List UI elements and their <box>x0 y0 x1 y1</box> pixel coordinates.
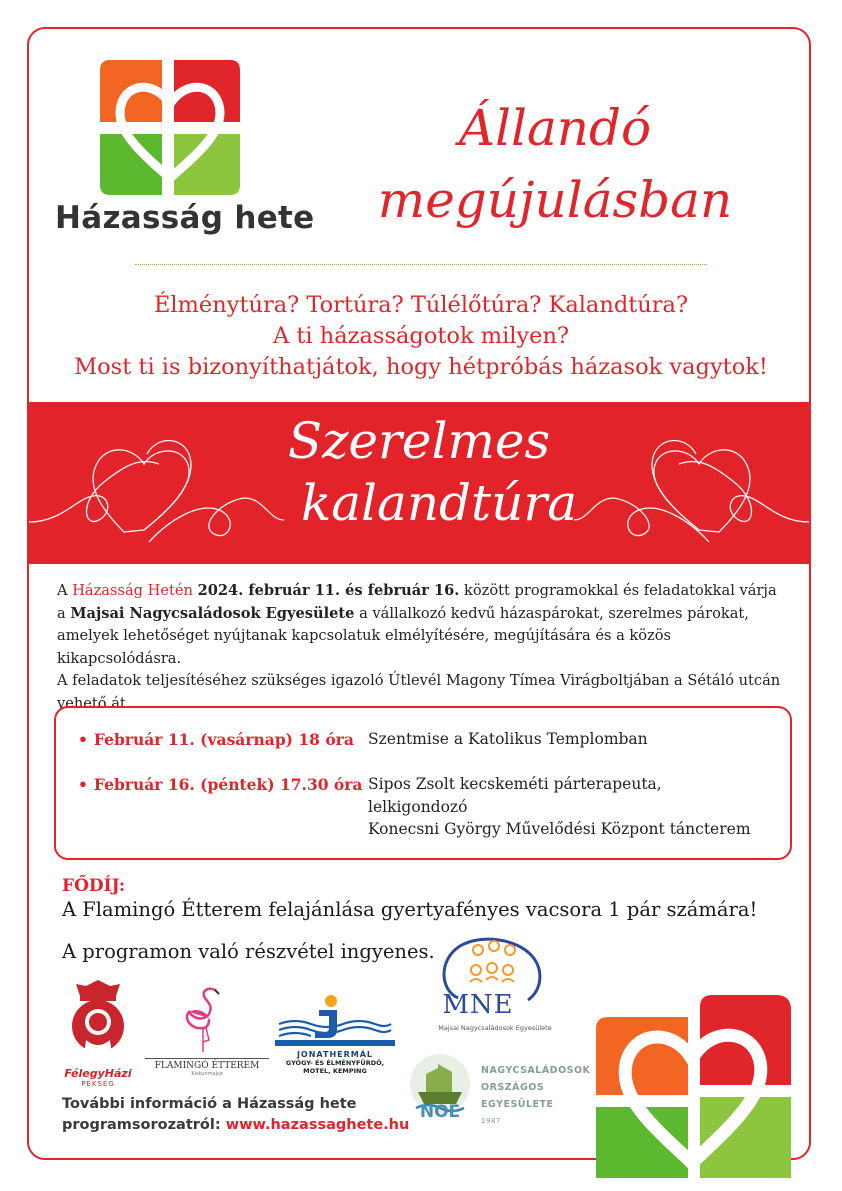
event-date-text: Február 16. (péntek) 17.30 óra <box>93 775 363 794</box>
event-desc-line: Konecsni György Művelődési Központ táncterem <box>368 820 751 838</box>
intro-dates: 2024. február 11. és február 16. <box>197 582 460 599</box>
noe-name-line: NAGYCSALÁDOSOK <box>481 1065 591 1076</box>
bullet-icon: • <box>78 730 88 749</box>
event-date <box>78 730 354 749</box>
sponsor-name: JONATHERMÁL <box>296 1050 374 1059</box>
intro-organizer: Majsai Nagycsaládosok Egyesülete <box>70 604 355 622</box>
sponsor-sub: PÉKSÉG <box>81 1080 115 1088</box>
intro-text-part: a vállalkozó kedvű házaspárokat, szerelmes párokat, amelyek lehetőséget nyújtanak kapcsolatuk elmélyítésére, megújítására és a közös kikapcsolódásra. <box>57 604 749 667</box>
question-line: Élménytúra? Tortúra? Túlélőtúra? Kalandtúra? <box>153 292 689 318</box>
bullet-icon: • <box>78 775 88 794</box>
noe-name-line: EGYESÜLETE <box>481 1099 554 1110</box>
banner-title <box>229 410 609 534</box>
divider <box>135 264 707 265</box>
sponsor-abbr: NOE <box>419 1102 461 1122</box>
hero-title <box>330 92 780 236</box>
event-desc <box>368 773 751 841</box>
banner <box>29 402 809 564</box>
event-desc-line: lelkigondozó <box>368 797 468 816</box>
event-desc-line: Szentmise a Katolikus Templomban <box>368 730 648 748</box>
intro-text-part: között programokkal és feladatokkal várja a <box>57 582 777 622</box>
logo-text: Házasság hete <box>55 200 315 236</box>
event-date-text: Február 11. (vasárnap) 18 óra <box>93 730 354 749</box>
sponsor-sub: GYÓGY- ÉS ÉLMÉNYFÜRDŐ, <box>285 1059 385 1067</box>
noe-full-name <box>481 1062 590 1130</box>
noe-name-line: ORSZÁGOS <box>481 1082 545 1093</box>
intro-text-part: A <box>57 582 73 599</box>
sponsor-name: MNE <box>442 990 514 1020</box>
banner-title-line1: Szerelmes <box>287 412 551 470</box>
sponsor-noe <box>408 1052 598 1132</box>
sponsor-sub: MOTEL, KEMPING <box>303 1067 367 1075</box>
banner-title-line2: kalandtúra <box>300 474 578 532</box>
free-participation-text: A programon való részvétel ingyenes. <box>62 940 435 963</box>
hazassag-hete-logo <box>100 60 240 195</box>
intro-event-name: Házasság Hetén <box>72 582 193 599</box>
sponsor-jonathermal <box>275 994 395 1076</box>
intro-text <box>57 580 787 715</box>
intro-passport-text: A feladatok teljesítéséhez szükséges igazoló Útlevél Magony Tímea Virágboltjában a Sétáló utcán vehető át. <box>57 672 781 712</box>
more-info-line: További információ a Házasság hete <box>62 1096 357 1112</box>
baker-icon <box>58 978 138 1063</box>
question-line: Most ti is bizonyíthatjátok, hogy hétpróbás házasok vagytok! <box>74 354 768 380</box>
event-desc-line: Sipos Zsolt kecskeméti párterapeuta, <box>368 775 662 793</box>
sponsor-felegyhazi <box>58 978 138 1090</box>
prize-label: FŐDÍJ: <box>62 876 126 896</box>
prize-text: A Flamingó Étterem felajánlása gyertyafényes vacsora 1 pár számára! <box>62 898 758 921</box>
sponsor-mne <box>420 930 570 1038</box>
sponsor-sub: Kiskunmajsa <box>191 1071 223 1077</box>
hero-title-line2: megújulásban <box>377 171 733 229</box>
jonathermal-icon <box>275 994 395 1046</box>
more-info-text: programsorozatról: <box>62 1117 226 1133</box>
hero-title-line1: Állandó <box>458 99 652 157</box>
question-line: A ti házasságotok milyen? <box>272 323 570 349</box>
website-link[interactable]: www.hazassaghete.hu <box>225 1117 410 1133</box>
more-info-line <box>62 1115 409 1136</box>
sponsor-sub: Majsai Nagycsaládosok Egyesülete <box>438 1024 552 1032</box>
sponsor-name: FLAMINGÓ ÉTTEREM <box>154 1061 260 1071</box>
more-info <box>62 1094 409 1136</box>
events-box <box>54 706 792 860</box>
sponsor-name: FélegyHázi <box>64 1067 132 1080</box>
event-date <box>78 775 362 794</box>
questions <box>30 290 812 383</box>
noe-year: 1987 <box>481 1117 501 1125</box>
sponsor-flamingo <box>143 984 271 1079</box>
flamingo-icon <box>143 984 271 1054</box>
hazassag-hete-logo-large <box>596 995 791 1178</box>
event-desc <box>368 728 648 751</box>
